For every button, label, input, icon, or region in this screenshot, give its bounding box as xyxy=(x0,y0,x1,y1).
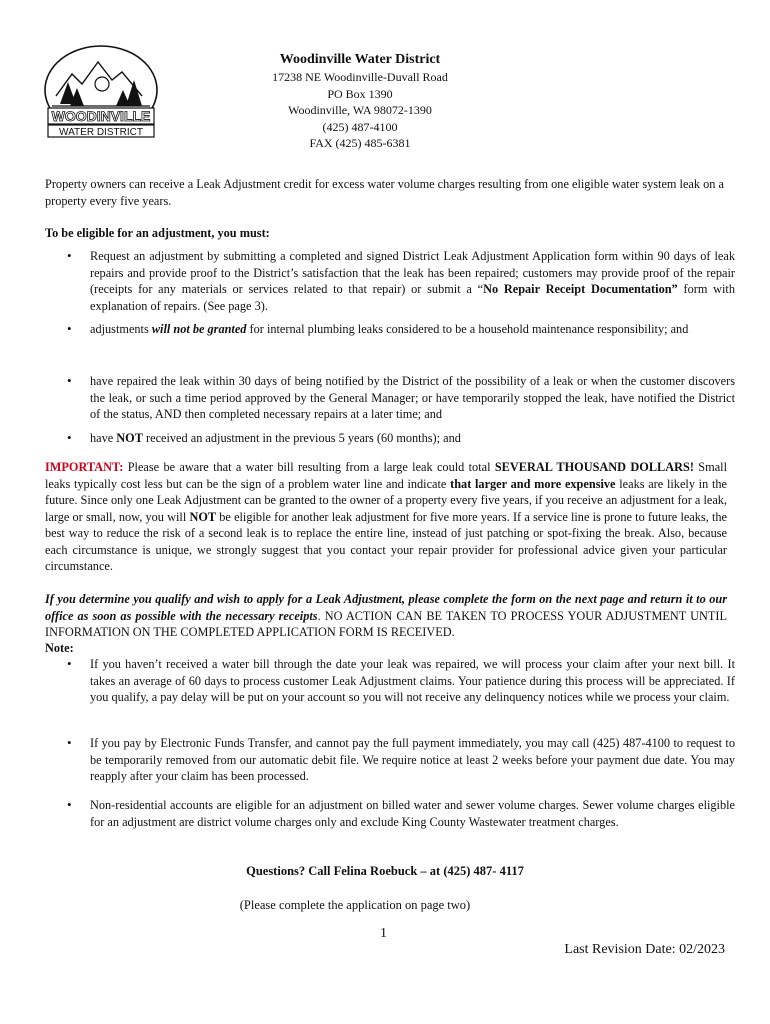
revision-date: Last Revision Date: 02/2023 xyxy=(564,942,725,957)
eligibility-item-1: • Request an adjustment by submitting a completed and signed District Leak Adjustment Application form within 90 days of leak repairs and provide proof to the District’s satisfaction that the leak has been repaired; customers may provide proof of the repair (receipts for any materials or services related to that repair) or submit a “No Repair Receipt Documentation” form with explanation of repairs. (See page 3). xyxy=(45,248,735,314)
note-list-1 xyxy=(45,656,735,706)
note-label: Note: xyxy=(45,641,74,655)
eligibility-item-4: • have NOT received an adjustment in the previous 5 years (60 months); and xyxy=(45,430,735,447)
eligibility-list-2 xyxy=(45,321,735,338)
page-number: 1 xyxy=(380,926,387,941)
complete-instruction: (Please complete the application on page two) xyxy=(239,898,471,912)
note-list-2 xyxy=(45,735,735,785)
qualify-paragraph: If you determine you qualify and wish to apply for a Leak Adjustment, please complete the form on the next page and return it to our office as soon as possible with the necessary receipts. NO ACTION CAN BE TAKEN TO PROCESS YOUR ADJUSTMENT UNTIL INFORMATION ON THE COMPLETED APPLICATION FORM IS RECEIVED. xyxy=(45,592,727,639)
eligibility-item-2: • adjustments will not be granted for internal plumbing leaks considered to be a household maintenance responsibility; and xyxy=(45,321,735,338)
logo-text-1: WOODINVILLE xyxy=(51,108,151,124)
letterhead xyxy=(160,50,560,152)
important-paragraph: IMPORTANT: Please be aware that a water bill resulting from a large leak could total SEVERAL THOUSAND DOLLARS! Small leaks typically cost less but can be the sign of a problem water line and indicate that larger and more expensive leaks are likely in the future. Since only one Leak Adjustment can be granted to the owner of a property every five years, if you receive an adjustment for a leak, large or small, now, you will NOT be eligible for another leak adjustment for five more years. If a service line is prone to future leaks, the best way to reduce the risk of a second leak is to replace the entire line, instead of just patching or spot-fixing the break. Also, because each circumstance is unique, we strongly suggest that you contact your repair provider for professional advice given your particular circumstance. xyxy=(45,460,727,573)
phone: (425) 487-4100 xyxy=(322,119,398,134)
eligibility-item-3: • have repaired the leak within 30 days of being notified by the District of the possibility of a leak or when the customer discovers the leak, or such a time period approved by the General Manager; or have temporarily stopped the leak, have notified the District of the status, AND then completed necessary repairs at a later time; and xyxy=(45,373,735,423)
address-line-1: 17238 NE Woodinville-Duvall Road xyxy=(272,70,448,84)
district-logo xyxy=(42,44,160,140)
fax: FAX (425) 485-6381 xyxy=(309,136,411,150)
intro-paragraph: Property owners can receive a Leak Adjustment credit for excess water volume charges resulting from one eligible water system leak on a property every five years. xyxy=(45,177,724,208)
eligibility-list-3 xyxy=(45,373,735,423)
eligibility-list-4 xyxy=(45,430,735,447)
note-list-3 xyxy=(45,797,735,830)
important-label: IMPORTANT: xyxy=(45,460,124,474)
note-item-2: • If you pay by Electronic Funds Transfer, and cannot pay the full payment immediately, you may call (425) 487-4100 to request to be temporarily removed from our automatic debit file. We require notice at least 2 weeks before your payment due date. You may reapply after your claim has been processed. xyxy=(45,735,735,785)
eligibility-list-1 xyxy=(45,248,735,314)
address-line-3: Woodinville, WA 98072-1390 xyxy=(288,103,432,117)
note-item-3: • Non-residential accounts are eligible for an adjustment on billed water and sewer volume charges. Sewer volume charges eligible for an adjustment are district volume charges only and exclude King County Wastewater treatment charges. xyxy=(45,797,735,830)
address-line-2: PO Box 1390 xyxy=(327,86,393,101)
org-name: Woodinville Water District xyxy=(279,52,441,67)
logo-text-2: WATER DISTRICT xyxy=(59,127,143,138)
logo-graphic xyxy=(42,44,160,140)
questions-contact: Questions? Call Felina Roebuck – at (425) 487- 4117 xyxy=(246,864,524,878)
eligibility-title: To be eligible for an adjustment, you must: xyxy=(45,226,270,240)
note-item-1: • If you haven’t received a water bill through the date your leak was repaired, we will process your claim after your next bill. It takes an average of 60 days to process customer Leak Adjustment claims. Your patience during this process will be appreciated. If you qualify, a pay delay will be put on your account so you will not receive any delinquency notices while we process your claim. xyxy=(45,656,735,706)
